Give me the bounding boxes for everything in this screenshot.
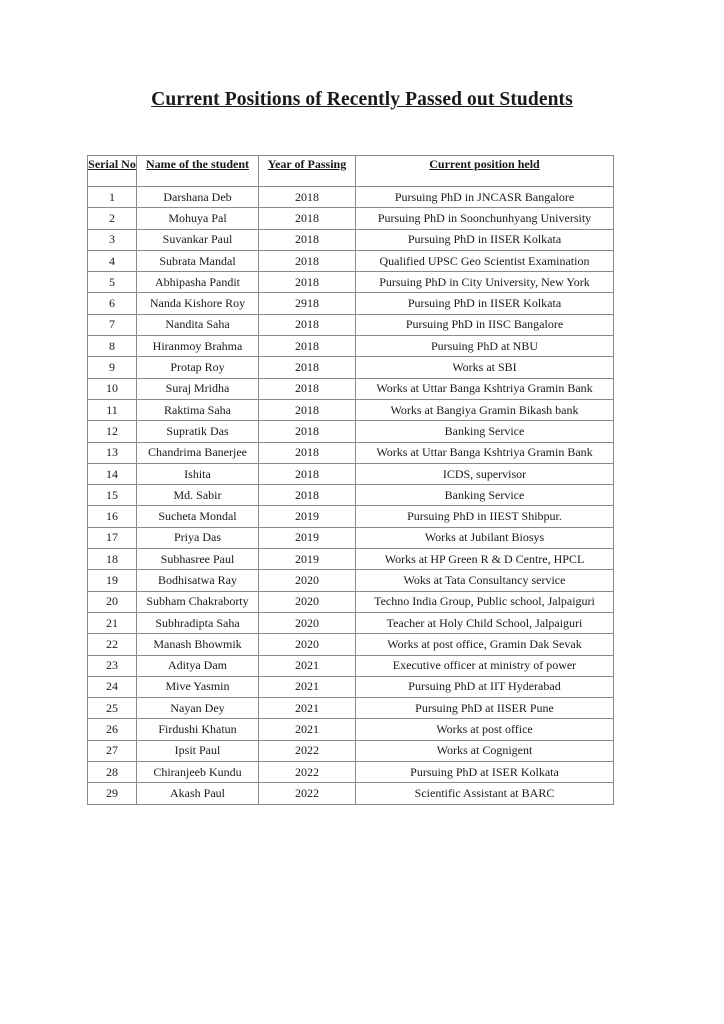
cell-year: 2021 bbox=[259, 719, 356, 740]
table-row bbox=[88, 463, 614, 484]
table-row bbox=[88, 570, 614, 591]
table-row bbox=[88, 399, 614, 420]
cell-name: Nayan Dey bbox=[137, 698, 259, 719]
cell-position: Pursuing PhD in IIEST Shibpur. bbox=[356, 506, 614, 527]
cell-year: 2918 bbox=[259, 293, 356, 314]
cell-year: 2018 bbox=[259, 463, 356, 484]
cell-position: Works at SBI bbox=[356, 357, 614, 378]
cell-name: Mive Yasmin bbox=[137, 676, 259, 697]
cell-name: Ishita bbox=[137, 463, 259, 484]
table-row bbox=[88, 676, 614, 697]
cell-name: Subham Chakraborty bbox=[137, 591, 259, 612]
cell-position: Pursuing PhD at ISER Kolkata bbox=[356, 762, 614, 783]
header-position: Current position held bbox=[356, 156, 614, 187]
table-row bbox=[88, 506, 614, 527]
cell-position: Works at post office, Gramin Dak Sevak bbox=[356, 634, 614, 655]
header-year: Year of Passing bbox=[259, 156, 356, 187]
cell-year: 2018 bbox=[259, 208, 356, 229]
cell-serial: 20 bbox=[88, 591, 137, 612]
cell-year: 2020 bbox=[259, 591, 356, 612]
cell-serial: 24 bbox=[88, 676, 137, 697]
cell-position: Works at HP Green R & D Centre, HPCL bbox=[356, 549, 614, 570]
cell-position: ICDS, supervisor bbox=[356, 463, 614, 484]
students-table bbox=[87, 155, 614, 805]
cell-serial: 9 bbox=[88, 357, 137, 378]
cell-position: Qualified UPSC Geo Scientist Examination bbox=[356, 250, 614, 271]
cell-name: Abhipasha Pandit bbox=[137, 272, 259, 293]
cell-position: Pursuing PhD in JNCASR Bangalore bbox=[356, 187, 614, 208]
cell-name: Darshana Deb bbox=[137, 187, 259, 208]
cell-name: Nanda Kishore Roy bbox=[137, 293, 259, 314]
page-title: Current Positions of Recently Passed out Students bbox=[151, 89, 573, 110]
cell-year: 2018 bbox=[259, 399, 356, 420]
cell-year: 2018 bbox=[259, 250, 356, 271]
cell-name: Mohuya Pal bbox=[137, 208, 259, 229]
cell-serial: 19 bbox=[88, 570, 137, 591]
cell-year: 2018 bbox=[259, 187, 356, 208]
cell-name: Suvankar Paul bbox=[137, 229, 259, 250]
cell-year: 2022 bbox=[259, 762, 356, 783]
cell-position: Pursuing PhD in Soonchunhyang University bbox=[356, 208, 614, 229]
table-row bbox=[88, 336, 614, 357]
cell-name: Aditya Dam bbox=[137, 655, 259, 676]
cell-serial: 12 bbox=[88, 421, 137, 442]
cell-name: Subhradipta Saha bbox=[137, 612, 259, 633]
table-row bbox=[88, 442, 614, 463]
cell-serial: 26 bbox=[88, 719, 137, 740]
cell-year: 2018 bbox=[259, 485, 356, 506]
cell-name: Akash Paul bbox=[137, 783, 259, 804]
cell-name: Sucheta Mondal bbox=[137, 506, 259, 527]
cell-name: Nandita Saha bbox=[137, 314, 259, 335]
table-row bbox=[88, 250, 614, 271]
cell-year: 2022 bbox=[259, 783, 356, 804]
cell-year: 2018 bbox=[259, 314, 356, 335]
cell-year: 2019 bbox=[259, 549, 356, 570]
cell-position: Works at Bangiya Gramin Bikash bank bbox=[356, 399, 614, 420]
table-row bbox=[88, 293, 614, 314]
cell-position: Pursuing PhD in IISER Kolkata bbox=[356, 229, 614, 250]
cell-year: 2021 bbox=[259, 676, 356, 697]
table-row bbox=[88, 314, 614, 335]
cell-serial: 25 bbox=[88, 698, 137, 719]
cell-name: Subrata Mandal bbox=[137, 250, 259, 271]
cell-year: 2021 bbox=[259, 698, 356, 719]
table-row bbox=[88, 634, 614, 655]
cell-position: Works at Uttar Banga Kshtriya Gramin Bank bbox=[356, 442, 614, 463]
table-row bbox=[88, 698, 614, 719]
cell-serial: 18 bbox=[88, 549, 137, 570]
cell-serial: 3 bbox=[88, 229, 137, 250]
cell-position: Pursuing PhD at NBU bbox=[356, 336, 614, 357]
table-row bbox=[88, 229, 614, 250]
cell-position: Teacher at Holy Child School, Jalpaiguri bbox=[356, 612, 614, 633]
cell-year: 2020 bbox=[259, 612, 356, 633]
table-row bbox=[88, 378, 614, 399]
cell-serial: 27 bbox=[88, 740, 137, 761]
cell-name: Chandrima Banerjee bbox=[137, 442, 259, 463]
cell-name: Ipsit Paul bbox=[137, 740, 259, 761]
cell-position: Works at post office bbox=[356, 719, 614, 740]
cell-year: 2018 bbox=[259, 229, 356, 250]
cell-year: 2018 bbox=[259, 378, 356, 399]
cell-serial: 10 bbox=[88, 378, 137, 399]
cell-serial: 16 bbox=[88, 506, 137, 527]
cell-year: 2018 bbox=[259, 442, 356, 463]
cell-position: Pursuing PhD at IISER Pune bbox=[356, 698, 614, 719]
cell-year: 2018 bbox=[259, 357, 356, 378]
table-row bbox=[88, 612, 614, 633]
cell-serial: 28 bbox=[88, 762, 137, 783]
cell-position: Woks at Tata Consultancy service bbox=[356, 570, 614, 591]
cell-serial: 17 bbox=[88, 527, 137, 548]
cell-name: Md. Sabir bbox=[137, 485, 259, 506]
cell-serial: 2 bbox=[88, 208, 137, 229]
cell-position: Executive officer at ministry of power bbox=[356, 655, 614, 676]
cell-serial: 7 bbox=[88, 314, 137, 335]
table-row bbox=[88, 421, 614, 442]
table-row bbox=[88, 272, 614, 293]
cell-serial: 29 bbox=[88, 783, 137, 804]
cell-position: Works at Jubilant Biosys bbox=[356, 527, 614, 548]
table-body bbox=[88, 187, 614, 805]
table-row bbox=[88, 485, 614, 506]
cell-name: Suraj Mridha bbox=[137, 378, 259, 399]
cell-serial: 21 bbox=[88, 612, 137, 633]
table-row bbox=[88, 357, 614, 378]
header-serial: Serial No bbox=[88, 156, 137, 187]
cell-serial: 8 bbox=[88, 336, 137, 357]
cell-year: 2019 bbox=[259, 506, 356, 527]
cell-serial: 15 bbox=[88, 485, 137, 506]
cell-name: Priya Das bbox=[137, 527, 259, 548]
cell-name: Raktima Saha bbox=[137, 399, 259, 420]
table-header-row bbox=[88, 156, 614, 187]
cell-name: Manash Bhowmik bbox=[137, 634, 259, 655]
cell-name: Supratik Das bbox=[137, 421, 259, 442]
cell-serial: 14 bbox=[88, 463, 137, 484]
cell-position: Pursuing PhD at IIT Hyderabad bbox=[356, 676, 614, 697]
cell-year: 2018 bbox=[259, 421, 356, 442]
cell-year: 2018 bbox=[259, 272, 356, 293]
table-row bbox=[88, 783, 614, 804]
cell-name: Firdushi Khatun bbox=[137, 719, 259, 740]
cell-serial: 4 bbox=[88, 250, 137, 271]
table-row bbox=[88, 187, 614, 208]
cell-year: 2019 bbox=[259, 527, 356, 548]
cell-position: Scientific Assistant at BARC bbox=[356, 783, 614, 804]
cell-name: Subhasree Paul bbox=[137, 549, 259, 570]
cell-serial: 5 bbox=[88, 272, 137, 293]
table-row bbox=[88, 527, 614, 548]
cell-serial: 6 bbox=[88, 293, 137, 314]
cell-serial: 23 bbox=[88, 655, 137, 676]
cell-position: Works at Uttar Banga Kshtriya Gramin Bank bbox=[356, 378, 614, 399]
table-row bbox=[88, 549, 614, 570]
cell-serial: 1 bbox=[88, 187, 137, 208]
cell-position: Pursuing PhD in IISER Kolkata bbox=[356, 293, 614, 314]
cell-year: 2021 bbox=[259, 655, 356, 676]
table-row bbox=[88, 591, 614, 612]
cell-name: Bodhisatwa Ray bbox=[137, 570, 259, 591]
cell-position: Works at Cognigent bbox=[356, 740, 614, 761]
cell-year: 2022 bbox=[259, 740, 356, 761]
table-row bbox=[88, 762, 614, 783]
cell-year: 2018 bbox=[259, 336, 356, 357]
cell-position: Banking Service bbox=[356, 485, 614, 506]
cell-name: Protap Roy bbox=[137, 357, 259, 378]
table-row bbox=[88, 719, 614, 740]
cell-year: 2020 bbox=[259, 570, 356, 591]
cell-year: 2020 bbox=[259, 634, 356, 655]
cell-serial: 13 bbox=[88, 442, 137, 463]
table-row bbox=[88, 208, 614, 229]
cell-position: Techno India Group, Public school, Jalpaiguri bbox=[356, 591, 614, 612]
cell-position: Banking Service bbox=[356, 421, 614, 442]
cell-name: Hiranmoy Brahma bbox=[137, 336, 259, 357]
cell-position: Pursuing PhD in City University, New York bbox=[356, 272, 614, 293]
cell-name: Chiranjeeb Kundu bbox=[137, 762, 259, 783]
table-row bbox=[88, 655, 614, 676]
cell-position: Pursuing PhD in IISC Bangalore bbox=[356, 314, 614, 335]
table-row bbox=[88, 740, 614, 761]
cell-serial: 22 bbox=[88, 634, 137, 655]
cell-serial: 11 bbox=[88, 399, 137, 420]
header-name: Name of the student bbox=[137, 156, 259, 187]
